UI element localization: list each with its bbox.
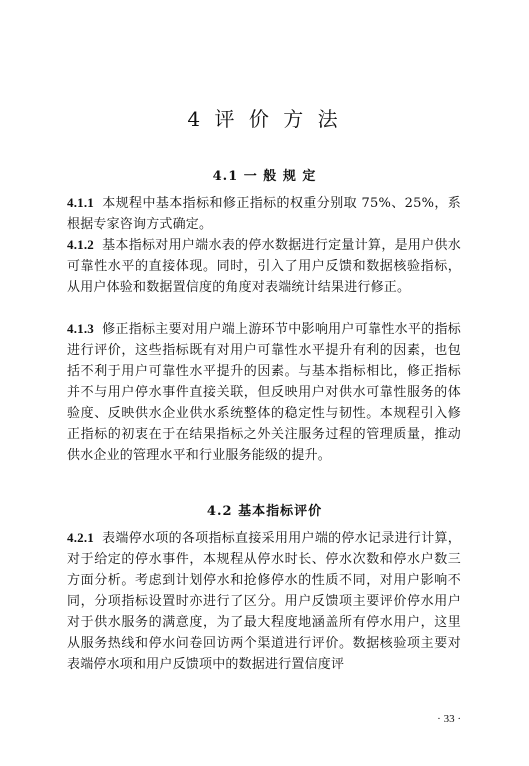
- chapter-title: 4 评 价 方 法: [187, 107, 342, 131]
- clause-4-1-3: [67, 318, 461, 466]
- clause-text: 本规程中基本指标和修正指标的权重分别取 75%、25%，系根据专家咨询方式确定。: [67, 196, 461, 232]
- clause-number: 4.1.3: [67, 321, 94, 336]
- clause-4-2-1: [67, 527, 461, 675]
- section-title-4-2: 4.2 基本指标评价: [206, 504, 323, 519]
- page-number: · 33 ·: [437, 713, 461, 725]
- clause-4-1-1: [67, 192, 461, 235]
- clause-number: 4.1.2: [67, 237, 94, 252]
- clause-text: 修正指标主要对用户端上游环节中影响用户可靠性水平的指标进行评价，这些指标既有对用户可靠性水平提升有利的因素，也包括不利于用户可靠性水平提升的因素。与基本指标相比，修正指标并不与用户停水事件直接关联，但反映用户对供水可靠性服务的体验度、反映供水企业供水系统整体的稳定性与韧性。本规程引入修正指标的初衷在于在结果指标之外关注服务过程的管理质量，推动供水企业的管理水平和行业服务能级的提升。: [67, 322, 461, 463]
- section-title-4-1: 4.1 一 般 规 定: [212, 169, 317, 184]
- clause-4-1-2: [67, 234, 461, 298]
- clause-number: 4.1.1: [67, 195, 94, 210]
- clause-text: 基本指标对用户端水表的停水数据进行定量计算，是用户供水可靠性水平的直接体现。同时，引入了用户反馈和数据核验指标，从用户体验和数据置信度的角度对表端统计结果进行修正。: [67, 238, 461, 295]
- clause-number: 4.2.1: [67, 530, 94, 545]
- clause-text: 表端停水项的各项指标直接采用用户端的停水记录进行计算，对于给定的停水事件，本规程从停水时长、停水次数和停水户数三方面分析。考虑到计划停水和抢修停水的性质不同，对用户影响不同，分项指标设置时亦进行了区分。用户反馈项主要评价停水用户对于供水服务的满意度，为了最大程度地涵盖所有停水用户，这里从服务热线和停水问卷回访两个渠道进行评价。数据核验项主要对表端停水项和用户反馈项中的数据进行置信度评: [67, 531, 461, 672]
